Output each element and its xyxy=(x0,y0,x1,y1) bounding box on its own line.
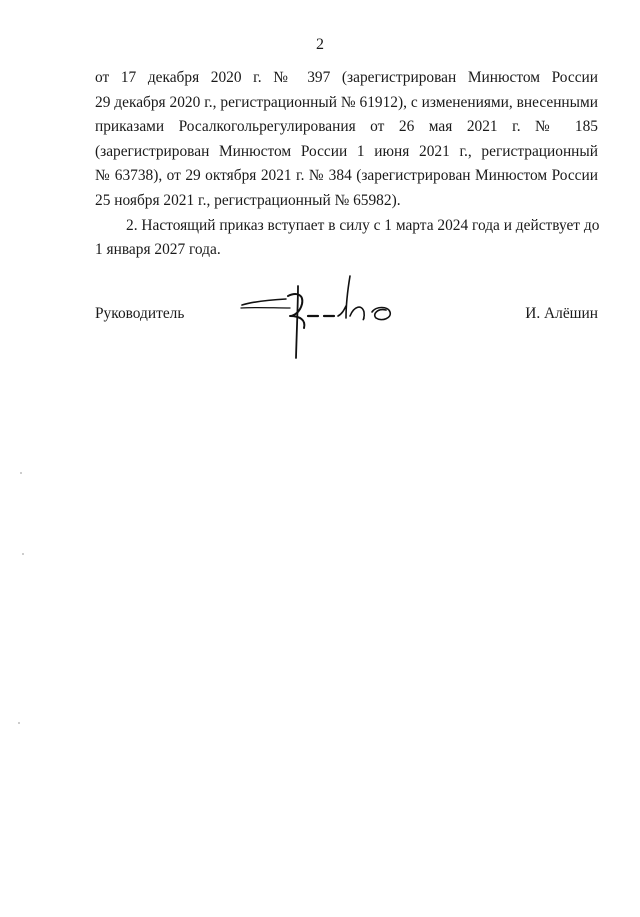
signer-position: Руководитель xyxy=(95,305,185,322)
handwritten-signature xyxy=(238,272,403,362)
paragraph1-line-2: 29 декабря 2020 г., регистрационный № 61912), с изменениями, внесенными xyxy=(95,93,598,111)
body-text xyxy=(95,66,598,263)
page-number: 2 xyxy=(316,36,324,53)
paragraph1-line-6: 25 ноября 2021 г., регистрационный № 65982). xyxy=(95,191,401,209)
scan-speck xyxy=(22,553,24,555)
paragraph1-line-3: приказами Росалкогольрегулирования от 26 мая 2021 г. № 185 xyxy=(95,118,598,136)
paragraph1-line-5: № 63738), от 29 октября 2021 г. № 384 (зарегистрирован Минюстом России xyxy=(95,167,598,185)
paragraph2-line-2: 1 января 2027 года. xyxy=(95,241,221,259)
scan-speck xyxy=(18,722,20,724)
scan-speck xyxy=(20,472,22,474)
signer-name: И. Алёшин xyxy=(525,305,598,322)
paragraph1-line-4: (зарегистрирован Минюстом России 1 июня 2021 г., регистрационный xyxy=(95,142,598,160)
paragraph1-line-1: от 17 декабря 2020 г. № 397 (зарегистрирован Минюстом России xyxy=(95,69,598,86)
paragraph2-line-1: 2. Настоящий приказ вступает в силу с 1 марта 2024 года и действует до xyxy=(126,216,600,234)
